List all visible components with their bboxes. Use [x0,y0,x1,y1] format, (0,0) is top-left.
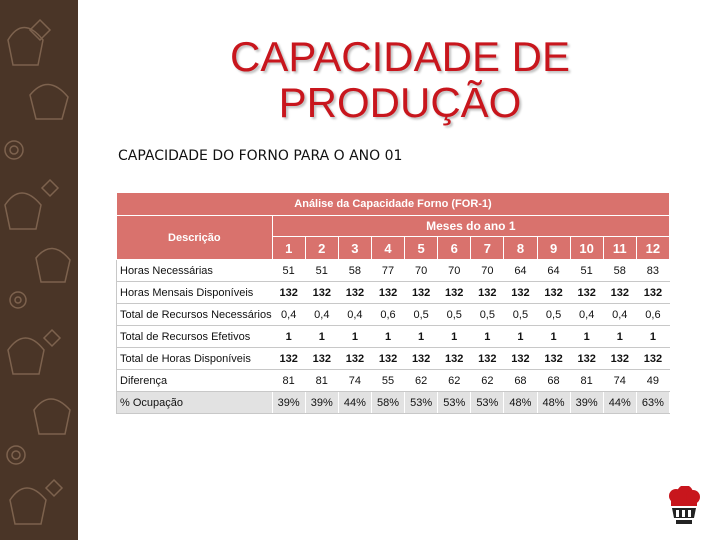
table-cell: 132 [272,282,305,304]
table-cell: 77 [371,260,404,282]
table-row [117,392,670,414]
table-cell: 132 [570,348,603,370]
table-title-row [117,193,670,216]
page-title [150,34,650,126]
table-cell: 39% [305,392,338,414]
table-cell: 62 [438,370,471,392]
table-cell: 132 [305,348,338,370]
table-cell: 64 [537,260,570,282]
table-cell: 64 [504,260,537,282]
table-cell: 1 [371,326,404,348]
table-cell: 53% [438,392,471,414]
table-cell: 0,5 [438,304,471,326]
table-body [117,260,670,414]
table-cell: 81 [570,370,603,392]
row-label: % Ocupação [117,392,273,414]
table-cell: 74 [338,370,371,392]
table-cell: 1 [570,326,603,348]
table-cell: 1 [636,326,669,348]
table-cell: 1 [471,326,504,348]
table-cell: 0,6 [636,304,669,326]
table-cell: 0,4 [603,304,636,326]
table-cell: 49 [636,370,669,392]
month-header-cell: 8 [504,237,537,260]
table-cell: 68 [504,370,537,392]
table-cell: 132 [603,348,636,370]
bakery-logo-icon [666,486,702,528]
table-cell: 132 [272,348,305,370]
table-row [117,326,670,348]
table-cell: 132 [338,282,371,304]
table-row [117,260,670,282]
month-header-cell: 10 [570,237,603,260]
table-cell: 132 [603,282,636,304]
table-cell: 55 [371,370,404,392]
table-row [117,304,670,326]
month-header-cell: 11 [603,237,636,260]
subtitle: CAPACIDADE DO FORNO PARA O ANO 01 [118,148,403,164]
table-cell: 132 [405,282,438,304]
table-cell: 132 [305,282,338,304]
table-cell: 62 [405,370,438,392]
table-cell: 70 [438,260,471,282]
table-cell: 0,4 [272,304,305,326]
table-cell: 1 [338,326,371,348]
table-cell: 1 [603,326,636,348]
table-cell: 1 [537,326,570,348]
title-line-2: PRODUÇÃO [278,79,522,126]
table-cell: 132 [471,348,504,370]
table-cell: 1 [405,326,438,348]
months-header: Meses do ano 1 [272,216,669,237]
month-header-cell: 6 [438,237,471,260]
table-cell: 63% [636,392,669,414]
table-cell: 70 [405,260,438,282]
title-line-1: CAPACIDADE DE [230,33,570,80]
table-cell: 81 [305,370,338,392]
table-cell: 132 [438,348,471,370]
table-cell: 62 [471,370,504,392]
capacity-table [116,192,670,414]
table-cell: 1 [504,326,537,348]
table-cell: 132 [504,348,537,370]
table-cell: 132 [537,348,570,370]
table-cell: 132 [438,282,471,304]
row-label: Horas Mensais Disponíveis [117,282,273,304]
table-cell: 132 [504,282,537,304]
row-label: Total de Horas Disponíveis [117,348,273,370]
table-cell: 0,5 [537,304,570,326]
month-header-cell: 5 [405,237,438,260]
table-cell: 132 [338,348,371,370]
table-cell: 1 [305,326,338,348]
table-cell: 48% [504,392,537,414]
table-cell: 0,4 [305,304,338,326]
month-header-cell: 2 [305,237,338,260]
table-row [117,370,670,392]
desc-header: Descrição [117,216,273,260]
table-cell: 83 [636,260,669,282]
month-header-cell: 4 [371,237,404,260]
table-cell: 39% [570,392,603,414]
cupcake-pattern [0,0,78,540]
table-cell: 0,5 [471,304,504,326]
table-cell: 53% [471,392,504,414]
table-row [117,348,670,370]
table-cell: 39% [272,392,305,414]
table-cell: 0,4 [338,304,371,326]
month-header-cell: 9 [537,237,570,260]
table-cell: 58 [338,260,371,282]
table-cell: 0,4 [570,304,603,326]
table-cell: 1 [438,326,471,348]
row-label: Diferença [117,370,273,392]
table-cell: 0,5 [405,304,438,326]
table-cell: 0,5 [504,304,537,326]
table-cell: 132 [371,348,404,370]
table-cell: 132 [636,282,669,304]
table-cell: 132 [405,348,438,370]
row-label: Total de Recursos Efetivos [117,326,273,348]
table-cell: 1 [272,326,305,348]
month-header-cell: 3 [338,237,371,260]
table-cell: 44% [603,392,636,414]
month-header-cell: 12 [636,237,669,260]
table-title: Análise da Capacidade Forno (FOR-1) [117,193,670,216]
table-cell: 51 [305,260,338,282]
table-cell: 132 [570,282,603,304]
table-cell: 53% [405,392,438,414]
table-cell: 58 [603,260,636,282]
table-cell: 58% [371,392,404,414]
table-row [117,282,670,304]
table-subheader-row [117,216,670,237]
month-header-cell: 1 [272,237,305,260]
row-label: Horas Necessárias [117,260,273,282]
table-cell: 132 [537,282,570,304]
table-cell: 132 [636,348,669,370]
table-cell: 68 [537,370,570,392]
table-cell: 44% [338,392,371,414]
table-cell: 74 [603,370,636,392]
month-header-cell: 7 [471,237,504,260]
table-cell: 132 [471,282,504,304]
table-cell: 0,6 [371,304,404,326]
table-cell: 132 [371,282,404,304]
table-cell: 51 [570,260,603,282]
table-cell: 70 [471,260,504,282]
row-label: Total de Recursos Necessários [117,304,273,326]
decorative-side-strip [0,0,78,540]
table-cell: 51 [272,260,305,282]
table-cell: 48% [537,392,570,414]
table-cell: 81 [272,370,305,392]
